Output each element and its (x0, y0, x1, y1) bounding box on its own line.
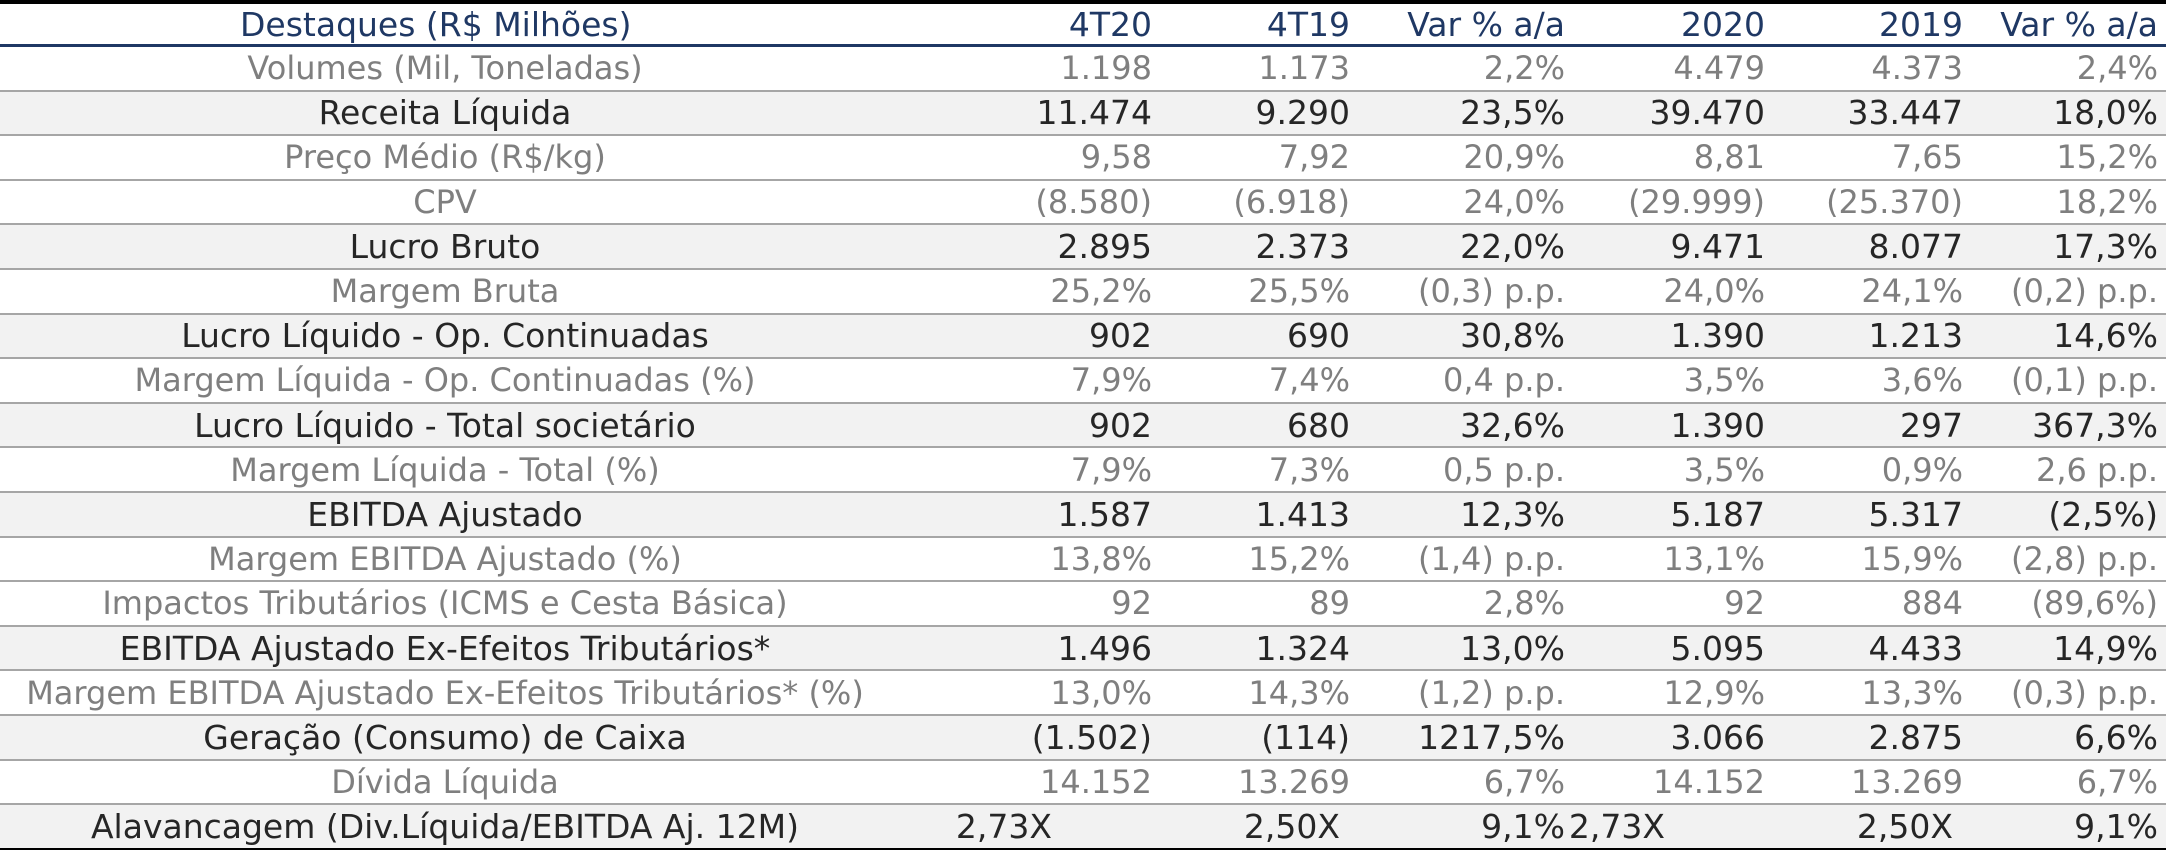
row-label: Dívida Líquida (331, 762, 559, 801)
row-label: Margem Líquida - Total (%) (230, 450, 660, 489)
value-2019: 13.269 (1851, 762, 1963, 801)
value-2019: 2,50X (1856, 806, 1953, 846)
table-row (0, 448, 2166, 493)
header-4t20: 4T20 (1068, 4, 1152, 44)
header-2019: 2019 (1879, 4, 1963, 44)
header-var-quarter: Var % a/a (1407, 4, 1565, 44)
value-2019: 7,65 (1891, 138, 1963, 177)
var-year: 14,6% (2053, 316, 2158, 356)
table-row (0, 716, 2166, 761)
value-4t19: 15,2% (1248, 539, 1350, 578)
var-quarter: 20,9% (1463, 138, 1565, 177)
table-row (0, 270, 2166, 315)
value-4t19: 13.269 (1238, 762, 1350, 801)
value-4t19: 7,3% (1268, 450, 1350, 489)
var-year: 2,4% (2076, 49, 2158, 88)
table-row (0, 627, 2166, 672)
value-2020: 13,1% (1663, 539, 1765, 578)
table-row (0, 47, 2166, 92)
table-row (0, 225, 2166, 270)
value-2019: 4.373 (1871, 49, 1963, 88)
value-4t19: 2.373 (1255, 227, 1350, 267)
value-4t19: 680 (1287, 405, 1350, 445)
value-4t19: 1.413 (1255, 494, 1350, 534)
value-2019: 5.317 (1868, 494, 1963, 534)
value-2019: 24,1% (1861, 272, 1963, 311)
table-row (0, 359, 2166, 404)
value-4t20: 2,73X (955, 806, 1052, 846)
var-quarter: 6,7% (1483, 762, 1565, 801)
var-year: (89,6%) (2031, 584, 2158, 623)
value-4t20: 2.895 (1057, 227, 1152, 267)
row-label: Impactos Tributários (ICMS e Cesta Básica) (102, 584, 788, 623)
value-2020: (29.999) (1628, 183, 1765, 222)
row-label: Margem Líquida - Op. Continuadas (%) (134, 361, 756, 400)
value-4t20: 902 (1089, 405, 1152, 445)
value-2019: 8.077 (1868, 227, 1963, 267)
value-4t20: 1.198 (1060, 49, 1152, 88)
row-label: EBITDA Ajustado Ex-Efeitos Tributários* (119, 628, 771, 668)
value-4t20: 14.152 (1040, 762, 1152, 801)
value-4t20: 25,2% (1050, 272, 1152, 311)
value-2019: 13,3% (1861, 673, 1963, 712)
value-2020: 5.187 (1670, 494, 1765, 534)
value-4t19: 25,5% (1248, 272, 1350, 311)
row-label: Margem EBITDA Ajustado Ex-Efeitos Tributários* (%) (26, 673, 864, 712)
var-quarter: 2,2% (1483, 49, 1565, 88)
var-quarter: (1,4) p.p. (1418, 539, 1565, 578)
row-label: Margem EBITDA Ajustado (%) (208, 539, 682, 578)
value-2019: 0,9% (1881, 450, 1963, 489)
value-4t20: 13,8% (1050, 539, 1152, 578)
value-2020: 12,9% (1663, 673, 1765, 712)
value-2020: 92 (1724, 584, 1765, 623)
var-quarter: 0,5 p.p. (1442, 450, 1565, 489)
value-2020: 14.152 (1653, 762, 1765, 801)
header-label: Destaques (R$ Milhões) (240, 4, 632, 44)
row-label: Preço Médio (R$/kg) (284, 138, 606, 177)
row-label: Margem Bruta (330, 272, 560, 311)
table-row (0, 136, 2166, 181)
var-year: (0,3) p.p. (2011, 673, 2158, 712)
value-2019: 15,9% (1861, 539, 1963, 578)
table-row (0, 92, 2166, 137)
table-row (0, 493, 2166, 538)
header-2020: 2020 (1681, 4, 1765, 44)
table-row (0, 671, 2166, 716)
value-4t20: 11.474 (1036, 93, 1152, 133)
value-2020: 1.390 (1670, 405, 1765, 445)
value-4t19: 690 (1287, 316, 1350, 356)
table-row (0, 404, 2166, 449)
value-4t20: 7,9% (1070, 361, 1152, 400)
var-year: 17,3% (2053, 227, 2158, 267)
row-label: Lucro Líquido - Op. Continuadas (181, 316, 709, 356)
var-quarter: 12,3% (1460, 494, 1565, 534)
value-4t19: 1.173 (1258, 49, 1350, 88)
value-2019: 4.433 (1868, 628, 1963, 668)
value-2019: 3,6% (1881, 361, 1963, 400)
row-label: Lucro Bruto (349, 227, 541, 267)
var-quarter: (0,3) p.p. (1418, 272, 1565, 311)
row-label: EBITDA Ajustado (307, 494, 583, 534)
table-row (0, 582, 2166, 627)
value-4t20: (1.502) (1031, 717, 1152, 757)
var-year: (2,8) p.p. (2011, 539, 2158, 578)
value-4t19: 7,4% (1268, 361, 1350, 400)
value-2019: 2.875 (1868, 717, 1963, 757)
row-label: Volumes (Mil, Toneladas) (247, 49, 643, 88)
var-quarter: 30,8% (1460, 316, 1565, 356)
value-2020: 8,81 (1693, 138, 1765, 177)
value-4t19: 14,3% (1248, 673, 1350, 712)
var-year: 2,6 p.p. (2035, 450, 2158, 489)
var-year: (2,5%) (2048, 494, 2158, 534)
var-quarter: 13,0% (1460, 628, 1565, 668)
var-year: 9,1% (2074, 806, 2158, 846)
value-4t20: 13,0% (1050, 673, 1152, 712)
table-row (0, 805, 2166, 850)
var-quarter: 23,5% (1460, 93, 1565, 133)
table-row (0, 761, 2166, 806)
value-4t19: (6.918) (1233, 183, 1350, 222)
var-year: 14,9% (2053, 628, 2158, 668)
value-4t19: (114) (1261, 717, 1350, 757)
row-label: Receita Líquida (318, 93, 572, 133)
table-row (0, 181, 2166, 226)
value-4t20: 7,9% (1070, 450, 1152, 489)
var-year: 367,3% (2032, 405, 2158, 445)
value-4t20: (8.580) (1035, 183, 1152, 222)
value-2020: 2,73X (1568, 806, 1665, 846)
table-header (0, 4, 2166, 47)
value-4t19: 9.290 (1255, 93, 1350, 133)
value-2020: 9.471 (1670, 227, 1765, 267)
value-2020: 3.066 (1670, 717, 1765, 757)
value-2019: 297 (1900, 405, 1963, 445)
table-row (0, 538, 2166, 583)
row-label: Lucro Líquido - Total societário (194, 405, 696, 445)
value-4t20: 92 (1111, 584, 1152, 623)
value-2019: 1.213 (1868, 316, 1963, 356)
value-2020: 24,0% (1663, 272, 1765, 311)
value-2019: (25.370) (1826, 183, 1963, 222)
table-row (0, 315, 2166, 360)
value-2019: 884 (1901, 584, 1963, 623)
value-4t20: 902 (1089, 316, 1152, 356)
var-quarter: (1,2) p.p. (1418, 673, 1565, 712)
var-year: 18,2% (2056, 183, 2158, 222)
value-2019: 33.447 (1847, 93, 1963, 133)
var-quarter: 1217,5% (1418, 717, 1565, 757)
var-quarter: 0,4 p.p. (1442, 361, 1565, 400)
var-year: 18,0% (2053, 93, 2158, 133)
value-2020: 4.479 (1673, 49, 1765, 88)
value-4t20: 9,58 (1080, 138, 1152, 177)
header-4t19: 4T19 (1266, 4, 1350, 44)
value-4t19: 2,50X (1243, 806, 1340, 846)
value-2020: 39.470 (1649, 93, 1765, 133)
table-body (0, 47, 2166, 850)
var-quarter: 24,0% (1463, 183, 1565, 222)
var-year: (0,1) p.p. (2011, 361, 2158, 400)
value-2020: 1.390 (1670, 316, 1765, 356)
var-year: (0,2) p.p. (2011, 272, 2158, 311)
value-4t19: 89 (1309, 584, 1350, 623)
var-year: 6,6% (2074, 717, 2158, 757)
var-quarter: 32,6% (1460, 405, 1565, 445)
value-4t20: 1.587 (1057, 494, 1152, 534)
var-quarter: 9,1% (1481, 806, 1565, 846)
value-4t19: 1.324 (1255, 628, 1350, 668)
var-year: 6,7% (2076, 762, 2158, 801)
value-4t20: 1.496 (1057, 628, 1152, 668)
row-label: Alavancagem (Div.Líquida/EBITDA Aj. 12M) (90, 806, 799, 846)
header-var-year: Var % a/a (2000, 4, 2158, 44)
var-quarter: 22,0% (1460, 227, 1565, 267)
value-4t19: 7,92 (1278, 138, 1350, 177)
value-2020: 3,5% (1683, 450, 1765, 489)
value-2020: 3,5% (1683, 361, 1765, 400)
value-2020: 5.095 (1670, 628, 1765, 668)
var-quarter: 2,8% (1483, 584, 1565, 623)
var-year: 15,2% (2056, 138, 2158, 177)
row-label: Geração (Consumo) de Caixa (203, 717, 687, 757)
row-label: CPV (413, 183, 477, 222)
